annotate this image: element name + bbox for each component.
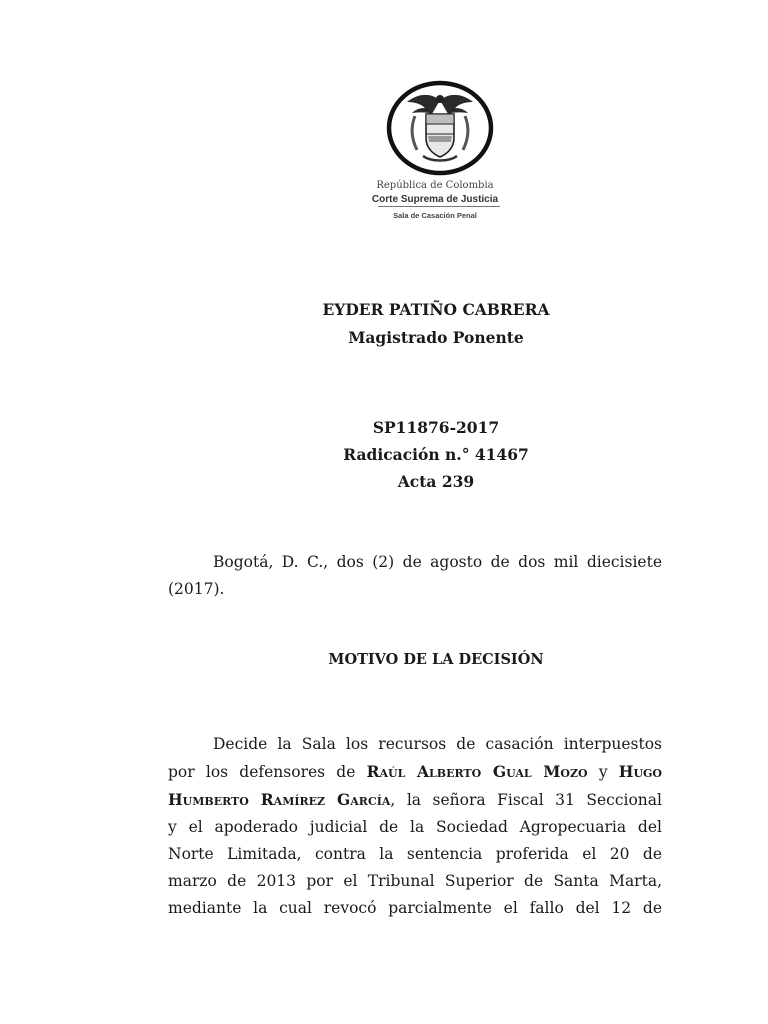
case-sp-number: SP11876-2017 <box>372 418 500 437</box>
magistrate-name: EYDER PATIÑO CABRERA <box>322 300 550 319</box>
paragraph-line-6: marzo de 2013 por el Tribunal Superior de Santa Marta, <box>168 872 662 890</box>
paragraph-line-5: Norte Limitada, contra la sentencia proferida el 20 de <box>168 845 662 863</box>
coat-of-arms-seal <box>385 80 495 176</box>
paragraph-line-2 <box>168 758 662 786</box>
institution-country: República de Colombia <box>376 180 494 191</box>
paragraph-line-7: mediante la cual revocó parcialmente el fallo del 12 de <box>168 899 662 917</box>
date-line-2: (2017). <box>168 580 225 598</box>
line2-text-b: y <box>598 763 608 781</box>
defendant-name-2-rest: Humberto Ramírez García <box>168 790 391 809</box>
seal-icon <box>385 80 495 176</box>
paragraph-line-4: y el apoderado judicial de la Sociedad Agropecuaria del <box>168 818 662 836</box>
decision-paragraph <box>168 731 662 922</box>
case-radicacion: Radicación n.° 41467 <box>343 445 529 464</box>
line3-text: , la señora Fiscal 31 Seccional <box>390 791 662 809</box>
institution-court: Corte Suprema de Justicia <box>371 194 499 205</box>
institution-divider <box>378 206 500 207</box>
institution-chamber: Sala de Casación Penal <box>393 211 477 220</box>
defendant-name-1: Raúl Alberto Gual Mozo <box>366 762 588 781</box>
case-acta: Acta 239 <box>397 472 475 491</box>
magistrate-role: Magistrado Ponente <box>348 328 524 347</box>
line2-text-a: por los defensores de <box>168 763 356 781</box>
section-title: MOTIVO DE LA DECISIÓN <box>328 651 544 668</box>
paragraph-line-1: Decide la Sala los recursos de casación interpuestos <box>213 735 662 753</box>
defendant-name-2-first: Hugo <box>618 762 663 781</box>
date-line-1: Bogotá, D. C., dos (2) de agosto de dos mil diecisiete <box>213 553 662 571</box>
paragraph-line-3 <box>168 786 662 814</box>
date-paragraph <box>168 549 662 603</box>
